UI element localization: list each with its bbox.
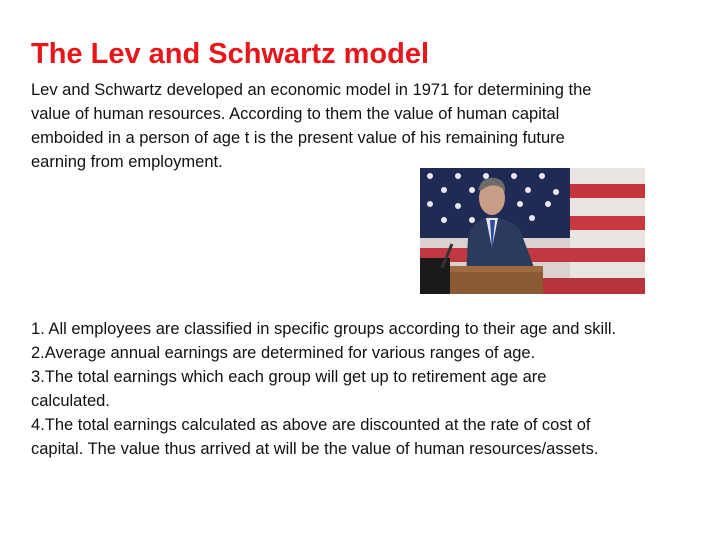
slide-title: The Lev and Schwartz model [31,38,430,70]
intro-line: Lev and Schwartz developed an economic model in 1971 for determining the [31,81,592,99]
intro-paragraph [31,78,701,174]
step-line: calculated. [31,392,110,410]
step-line: 1. All employees are classified in specific groups according to their age and skill. [31,320,617,338]
intro-line: earning from employment. [31,153,223,171]
intro-line: emboided in a person of age t is the present value of his remaining future [31,129,565,147]
intro-line: value of human resources. According to them the value of human capital [31,105,560,123]
steps-list [31,317,701,461]
step-line: 2.Average annual earnings are determined for various ranges of age. [31,344,536,362]
step-line: 3.The total earnings which each group will get up to retirement age are [31,368,547,386]
step-line: capital. The value thus arrived at will be the value of human resources/assets. [31,440,599,458]
speaker-flag-photo [420,168,645,294]
step-line: 4.The total earnings calculated as above are discounted at the rate of cost of [31,416,591,434]
